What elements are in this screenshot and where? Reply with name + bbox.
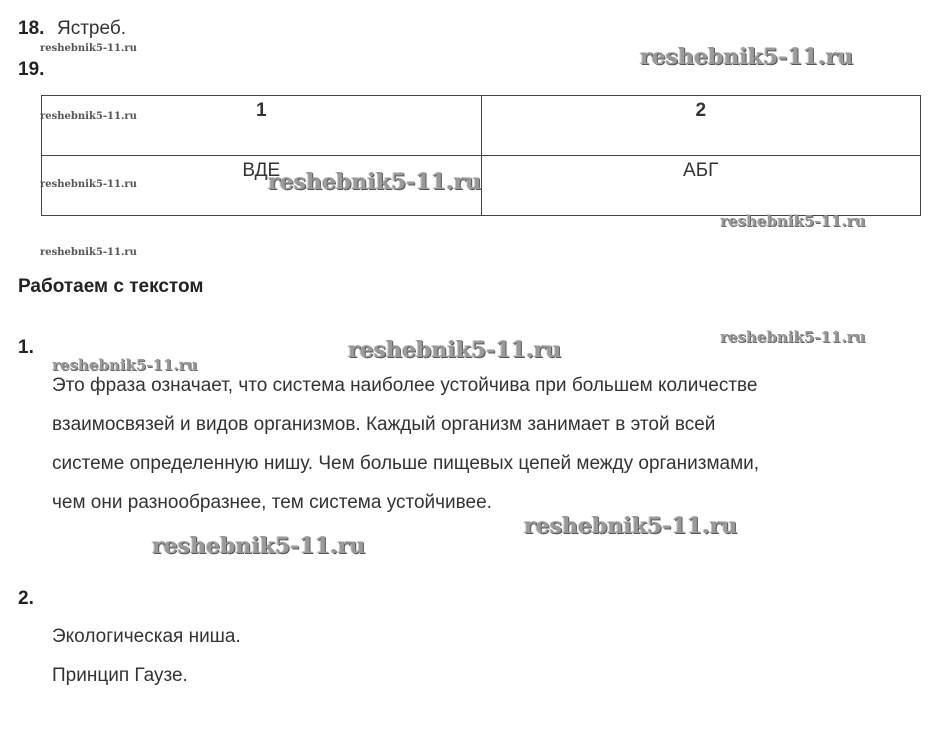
q1-line: чем они разнообразнее, тем система устойчивее. [52,492,492,513]
q1-line: Это фраза означает, что система наиболее устойчива при большем количестве [52,375,758,396]
table-header-cell [42,96,482,156]
watermark-logo: reshebnik5-11.ru [40,247,137,258]
q1-number: 1. [18,337,34,358]
q1-paragraph [52,366,759,522]
q2-line: Принцип Гаузе. [52,665,188,686]
answer-table [41,95,921,216]
table-header-2: 2 [695,100,707,121]
q2-line: Экологическая ниша. [52,626,241,647]
watermark-logo: reshebnik5-11.ru [40,111,137,122]
watermark-logo: reshebnik5-11.ru [268,169,482,195]
q1-line: взаимосвязей и видов организмов. Каждый организм занимает в этой всей [52,414,716,435]
task-19-number: 19. [18,59,45,80]
table-cell-1: ВДЕ [242,160,281,181]
watermark-logo: reshebnik5-11.ru [40,43,137,54]
watermark-logo: reshebnik5-11.ru [524,513,738,539]
watermark-logo: reshebnik5-11.ru [152,533,366,559]
section-title: Работаем с текстом [18,276,204,297]
q1-line: системе определенную нишу. Чем больше пищевых цепей между организмами, [52,453,760,474]
task-18-answer: Ястреб. [57,18,127,39]
watermark-logo: reshebnik5-11.ru [720,328,866,346]
watermark-logo: reshebnik5-11.ru [640,44,854,70]
table-cell [481,156,921,216]
q2-paragraph [52,617,241,695]
table-cell-2: АБГ [683,160,719,181]
q2-number: 2. [18,588,34,609]
table-header-cell [481,96,921,156]
watermark-logo: reshebnik5-11.ru [52,356,198,374]
task-18-number: 18. [18,18,45,39]
table-header-1: 1 [255,100,267,121]
watermark-logo: reshebnik5-11.ru [720,212,866,230]
watermark-logo: reshebnik5-11.ru [40,179,137,190]
watermark-logo: reshebnik5-11.ru [348,337,562,363]
